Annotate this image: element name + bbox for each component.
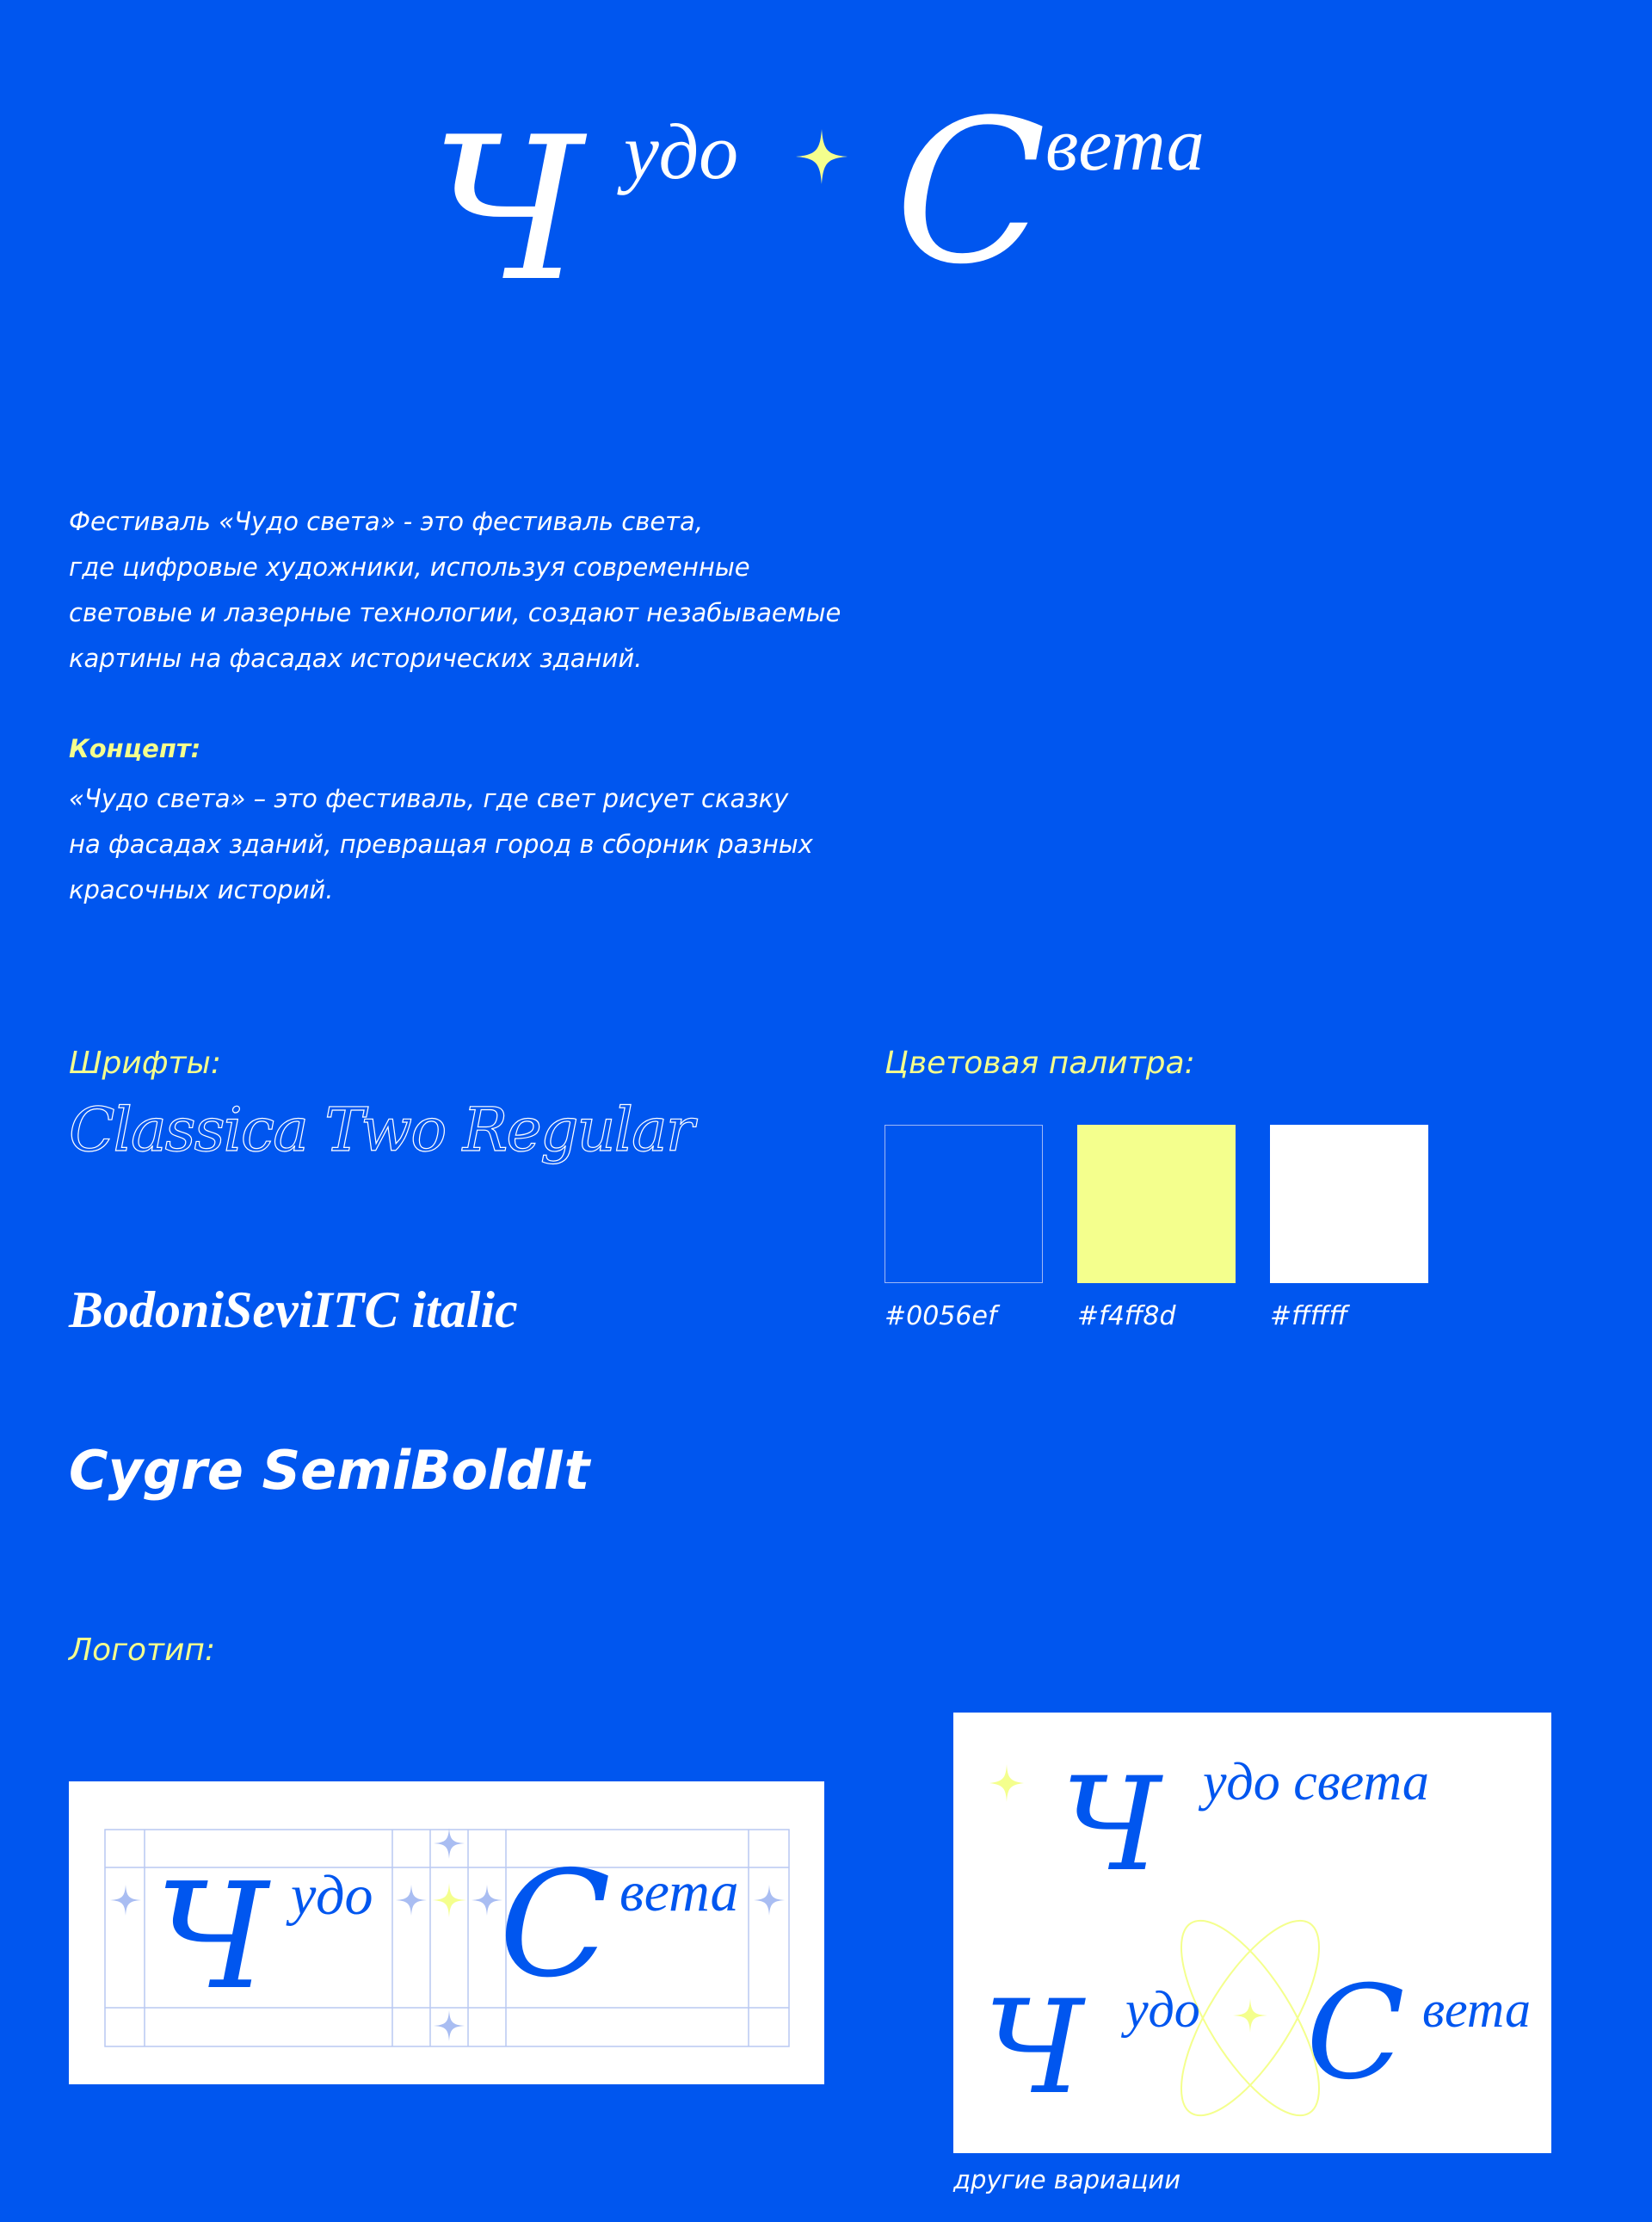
- grid-star-icon: [434, 2010, 465, 2041]
- swatch-blue-label: #0056ef: [885, 1301, 997, 1331]
- variation2-initial-s: С: [1306, 1959, 1405, 2108]
- hero-initial-s: С: [895, 78, 1046, 308]
- grid-logo-initial-ch: Ч: [155, 1852, 268, 2022]
- concept-line: «Чудо света» – это фестиваль, где свет рисует сказку: [69, 784, 789, 813]
- variation1-wordmark: удо света: [1203, 1753, 1429, 1812]
- font-sample-classica: Classica Two Regular: [69, 1095, 693, 1165]
- hero-word-udo: удо: [624, 108, 739, 195]
- logo-grid-card: [69, 1781, 824, 2084]
- hero-initial-ch: Ч: [430, 96, 583, 325]
- hero-word-veta: вета: [1045, 103, 1205, 187]
- concept-title: Концепт:: [69, 734, 201, 763]
- intro-line: световые и лазерные технологии, создают незабываемые: [69, 598, 841, 627]
- fonts-heading: Шрифты:: [69, 1046, 222, 1081]
- grid-star-icon: [434, 1828, 465, 1859]
- swatch-yellow: [1077, 1125, 1236, 1283]
- variation2-word-udo: удо: [1125, 1981, 1200, 2038]
- swatch-blue: [885, 1125, 1043, 1283]
- grid-star-icon: [396, 1885, 427, 1916]
- swatch-white: [1270, 1125, 1428, 1283]
- concept-line: красочных историй.: [69, 875, 334, 904]
- grid-logo-word-veta: вета: [620, 1861, 739, 1923]
- grid-star-icon: [754, 1885, 785, 1916]
- grid-logo-initial-s: С: [499, 1840, 612, 2010]
- grid-logo-word-udo: удо: [291, 1864, 373, 1927]
- variation2-word-veta: вета: [1422, 1981, 1531, 2038]
- grid-star-icon: [110, 1885, 141, 1916]
- font-sample-cygre: Cygre SemiBoldIt: [69, 1439, 590, 1502]
- font-sample-bodoni: BodoniSeviITC italic: [69, 1281, 518, 1338]
- grid-star-icon: [472, 1885, 502, 1916]
- variation1-initial-ch: Ч: [1061, 1750, 1161, 1900]
- variations-caption: другие вариации: [953, 2165, 1181, 2194]
- logo-variations-card: [953, 1713, 1551, 2153]
- swatch-yellow-label: #f4ff8d: [1077, 1301, 1176, 1331]
- sparkle-star-icon: [989, 1764, 1024, 1802]
- logo-heading: Логотип:: [69, 1633, 216, 1668]
- swatch-white-label: #ffffff: [1270, 1301, 1348, 1331]
- grid-center-star-icon: [432, 1883, 466, 1917]
- concept-paragraph: [69, 776, 929, 913]
- intro-line: где цифровые художники, используя современные: [69, 552, 750, 582]
- variation2-initial-ch: Ч: [983, 1973, 1083, 2123]
- sparkle-star-icon: [796, 129, 848, 184]
- intro-line: картины на фасадах исторических зданий.: [69, 644, 643, 673]
- concept-line: на фасадах зданий, превращая город в сборник разных: [69, 830, 813, 859]
- intro-paragraph: [69, 499, 929, 682]
- hero-logo: [0, 0, 1652, 344]
- palette-heading: Цветовая палитра:: [885, 1046, 1195, 1081]
- intro-line: Фестиваль «Чудо света» - это фестиваль света,: [69, 507, 704, 536]
